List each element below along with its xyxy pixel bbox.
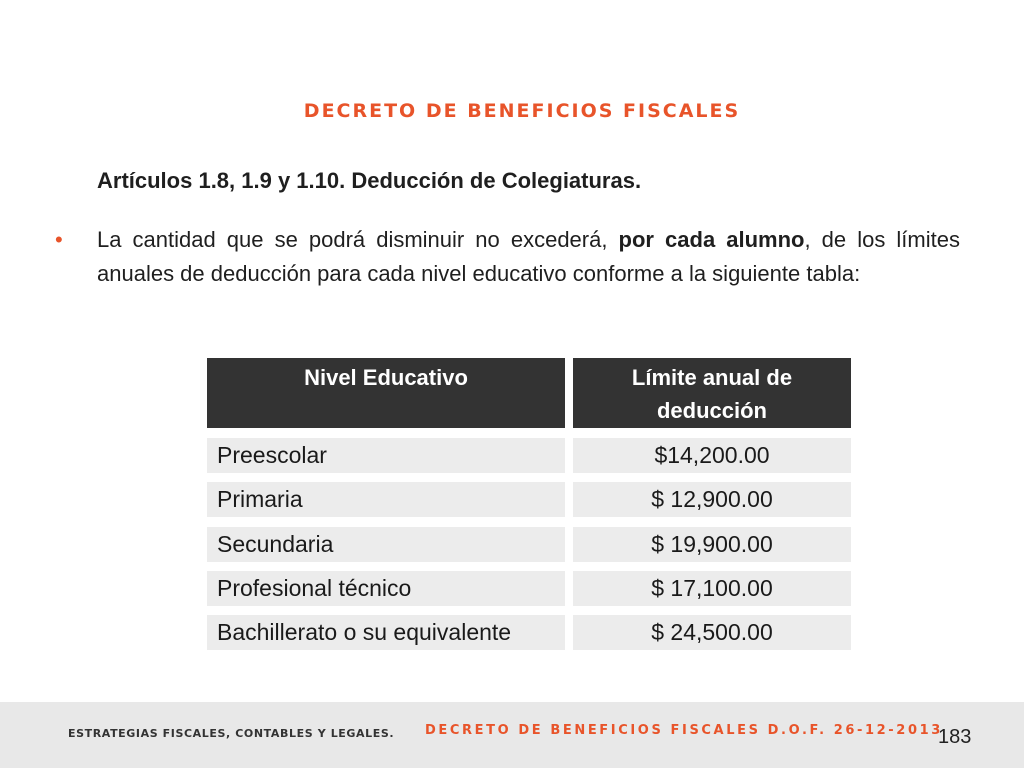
footer-decree-text: DECRETO DE BENEFICIOS FISCALES D.O.F. 26-12-2013 — [425, 723, 943, 738]
footer-company-text: ESTRATEGIAS FISCALES, CONTABLES Y LEGALES. — [68, 727, 395, 740]
bullet-text — [97, 223, 960, 291]
cell-nivel: Primaria — [207, 482, 565, 517]
cell-nivel: Bachillerato o su equivalente — [207, 615, 565, 650]
cell-nivel: Secundaria — [207, 527, 565, 562]
bullet-text-start: La cantidad que se podrá disminuir no excederá, — [97, 227, 619, 252]
cell-limite: $ 19,900.00 — [573, 527, 851, 562]
table-header-row — [207, 358, 851, 428]
cell-limite: $14,200.00 — [573, 438, 851, 473]
table-row — [207, 571, 851, 606]
cell-nivel: Preescolar — [207, 438, 565, 473]
bullet-icon: • — [55, 227, 63, 252]
page-number: 183 — [938, 726, 972, 748]
header-nivel-educativo: Nivel Educativo — [207, 358, 565, 428]
cell-limite: $ 12,900.00 — [573, 482, 851, 517]
cell-nivel: Profesional técnico — [207, 571, 565, 606]
slide-title: DECRETO DE BENEFICIOS FISCALES — [303, 100, 741, 122]
header-limite-anual: Límite anual de deducción — [573, 358, 851, 428]
bullet-text-end: , de los límites anuales de deducción para cada nivel educativo conforme a la siguiente tabla: — [97, 227, 960, 286]
table-row — [207, 615, 851, 650]
table-row — [207, 527, 851, 562]
cell-limite: $ 24,500.00 — [573, 615, 851, 650]
table-row — [207, 482, 851, 517]
bullet-text-emphasis: por cada alumno — [618, 227, 805, 252]
section-subtitle: Artículos 1.8, 1.9 y 1.10. Deducción de Colegiaturas. — [97, 168, 642, 193]
table-row — [207, 438, 851, 473]
footer-bar — [0, 702, 1024, 768]
cell-limite: $ 17,100.00 — [573, 571, 851, 606]
